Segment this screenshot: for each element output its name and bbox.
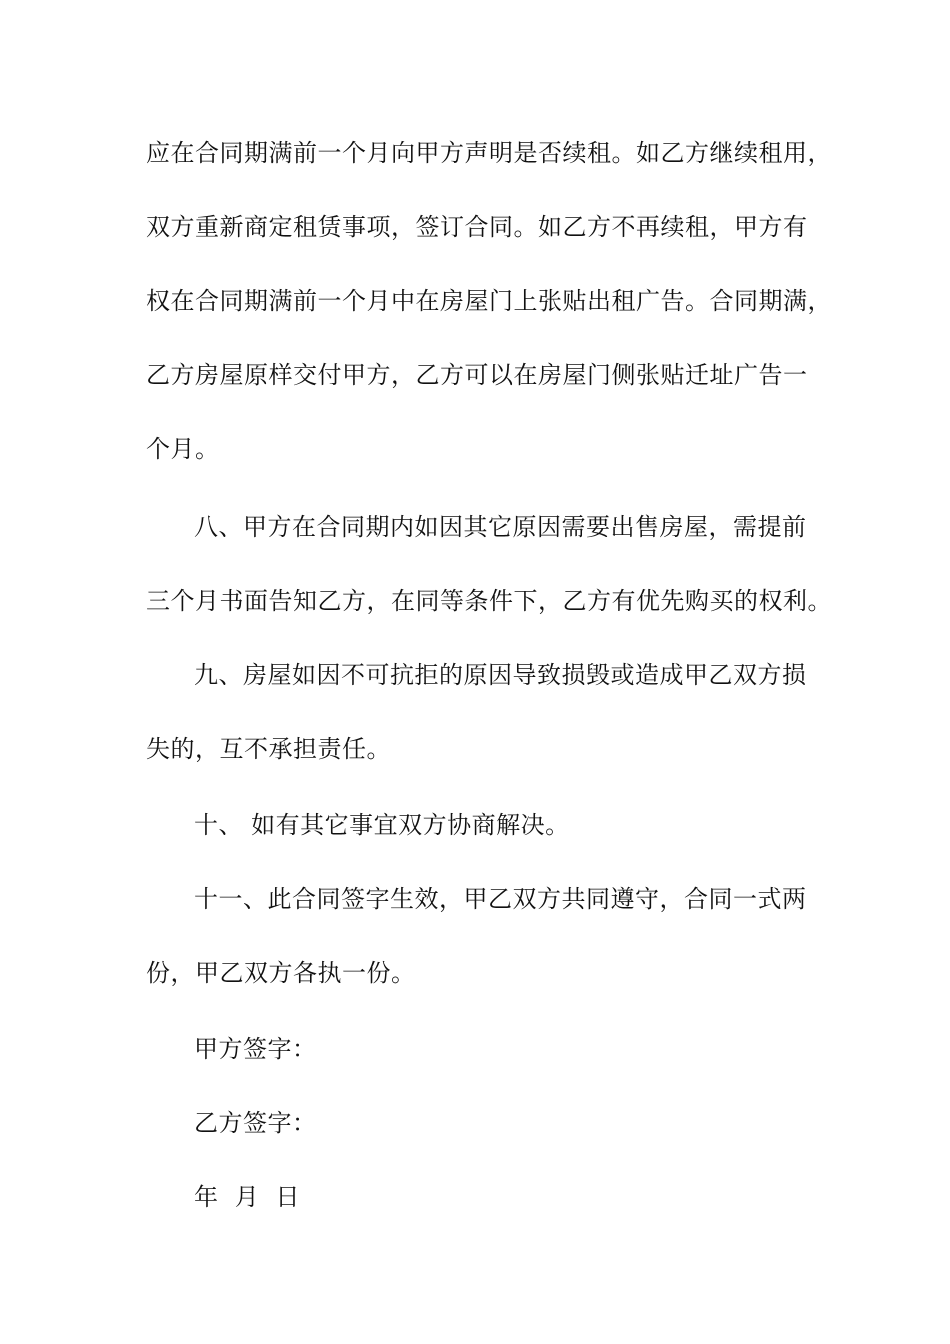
paragraph-line-3: 权在合同期满前一个月中在房屋门上张贴出租广告。合同期满， bbox=[146, 287, 832, 315]
clause-9-line-2: 失的，互不承担责任。 bbox=[146, 735, 391, 763]
clause-11-line-1: 十一、此合同签字生效，甲乙双方共同遵守，合同一式两 bbox=[194, 885, 807, 913]
clause-9-line-1: 九、房屋如因不可抗拒的原因导致损毁或造成甲乙双方损 bbox=[194, 661, 807, 689]
clause-11-line-2: 份，甲乙双方各执一份。 bbox=[146, 959, 416, 987]
paragraph-line-1: 应在合同期满前一个月向甲方声明是否续租。如乙方继续租用， bbox=[146, 139, 832, 167]
clause-8-line-2: 三个月书面告知乙方，在同等条件下，乙方有优先购买的权利。 bbox=[146, 587, 832, 615]
date-line: 年 月 日 bbox=[194, 1183, 301, 1211]
party-b-signature: 乙方签字： bbox=[194, 1109, 317, 1137]
clause-10: 十、 如有其它事宜双方协商解决。 bbox=[194, 811, 570, 839]
clause-8-line-1: 八、甲方在合同期内如因其它原因需要出售房屋，需提前 bbox=[194, 513, 807, 541]
paragraph-line-5: 个月。 bbox=[146, 435, 220, 463]
paragraph-line-2: 双方重新商定租赁事项，签订合同。如乙方不再续租，甲方有 bbox=[146, 213, 808, 241]
paragraph-line-4: 乙方房屋原样交付甲方，乙方可以在房屋门侧张贴迁址广告一 bbox=[146, 361, 808, 389]
party-a-signature: 甲方签字： bbox=[194, 1035, 317, 1063]
